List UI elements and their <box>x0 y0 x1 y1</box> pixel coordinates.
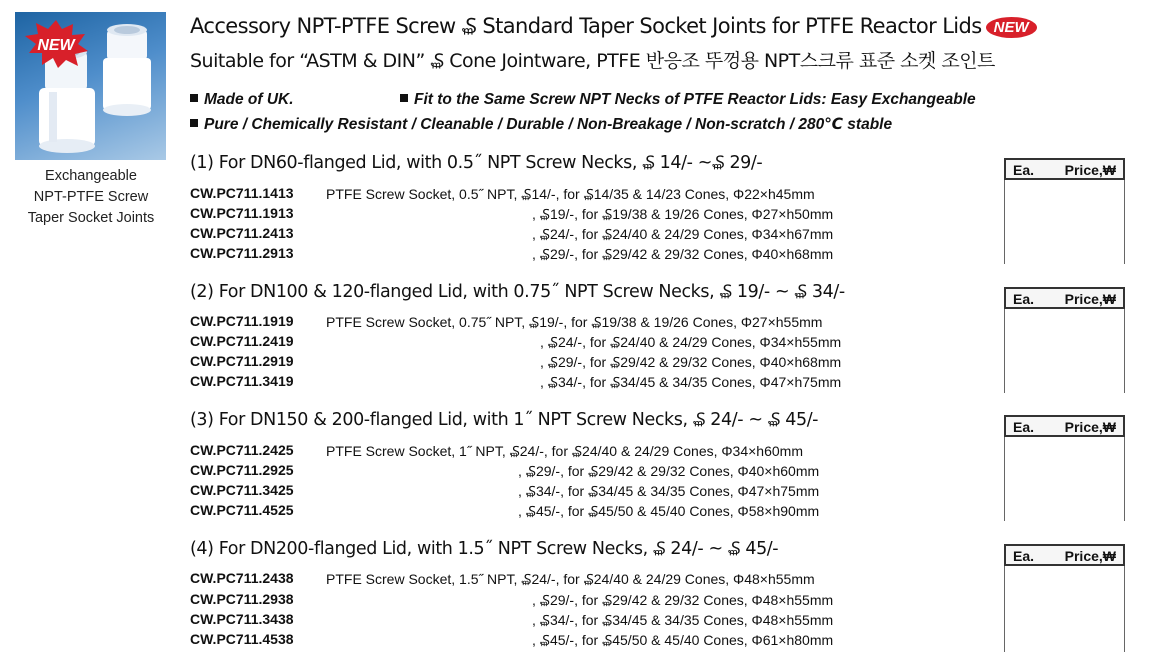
product-desc: , ₷34/-, for ₷34/45 & 34/35 Cones, Φ47×h75mm <box>518 483 820 499</box>
caption-line: Exchangeable <box>45 168 137 184</box>
price-label: Price,₩ <box>1064 419 1116 435</box>
product-desc: , ₷45/-, for ₷45/50 & 45/40 Cones, Φ58×h90mm <box>518 503 820 519</box>
ea-label: Ea. <box>1013 548 1035 564</box>
product-code: CW.PC711.3425 <box>190 482 294 498</box>
page-title-text: Accessory NPT-PTFE Screw ₷ Standard Taper Socket Joints for PTFE Reactor Lids <box>190 14 982 38</box>
product-desc: PTFE Screw Socket, 1˝ NPT, ₷24/-, for ₷24/40 & 24/29 Cones, Φ34×h60mm <box>326 443 803 459</box>
price-column-header <box>1004 415 1125 437</box>
product-desc: PTFE Screw Socket, 0.5˝ NPT, ₷14/-, for ₷14/35 & 14/23 Cones, Φ22×h45mm <box>326 186 815 202</box>
photo-caption <box>10 166 172 229</box>
product-desc: , ₷34/-, for ₷34/45 & 34/35 Cones, Φ47×h75mm <box>540 374 842 390</box>
product-code: CW.PC711.2413 <box>190 225 294 241</box>
feature-text: Pure / Chemically Resistant / Cleanable / Durable / Non-Breakage / Non-scratch / 280℃ stable <box>204 116 893 133</box>
caption-line: NPT-PTFE Screw <box>33 189 149 205</box>
product-code: CW.PC711.3438 <box>190 611 294 627</box>
price-column-divider <box>1004 437 1005 521</box>
price-label: Price,₩ <box>1064 162 1116 178</box>
price-label: Price,₩ <box>1064 548 1116 564</box>
product-code: CW.PC711.2938 <box>190 591 294 607</box>
product-desc: , ₷34/-, for ₷34/45 & 34/35 Cones, Φ48×h55mm <box>532 612 834 628</box>
feature-item <box>190 91 294 109</box>
feature-item <box>400 91 976 109</box>
new-badge-text: NEW <box>37 37 75 54</box>
product-desc: , ₷24/-, for ₷24/40 & 24/29 Cones, Φ34×h67mm <box>532 226 834 242</box>
feature-text: Made of UK. <box>204 91 294 108</box>
product-code: CW.PC711.3419 <box>190 373 294 389</box>
feature-text: Fit to the Same Screw NPT Necks of PTFE Reactor Lids: Easy Exchangeable <box>414 91 976 108</box>
product-code: CW.PC711.2425 <box>190 442 294 458</box>
page-subtitle: Suitable for “ASTM & DIN” ₷ Cone Jointware, PTFE 반응조 뚜껑용 NPT스크류 표준 소켓 조인트 <box>190 50 995 72</box>
price-column-header <box>1004 158 1125 180</box>
section-heading: (4) For DN200-flanged Lid, with 1.5˝ NPT Screw Necks, ₷ 24/- ~ ₷ 45/- <box>190 539 779 559</box>
product-code: CW.PC711.1413 <box>190 185 294 201</box>
product-code: CW.PC711.4538 <box>190 631 294 647</box>
page-title <box>190 12 1037 40</box>
product-desc: PTFE Screw Socket, 1.5˝ NPT, ₷24/-, for ₷24/40 & 24/29 Cones, Φ48×h55mm <box>326 571 815 587</box>
square-bullet-icon <box>400 94 408 102</box>
product-desc: , ₷29/-, for ₷29/42 & 29/32 Cones, Φ48×h55mm <box>532 592 834 608</box>
product-desc: , ₷45/-, for ₷45/50 & 45/40 Cones, Φ61×h80mm <box>532 632 834 648</box>
price-column-divider <box>1124 437 1125 521</box>
product-code: CW.PC711.2919 <box>190 353 294 369</box>
section-heading: (2) For DN100 & 120-flanged Lid, with 0.75˝ NPT Screw Necks, ₷ 19/- ~ ₷ 34/- <box>190 282 845 302</box>
product-desc: , ₷29/-, for ₷29/42 & 29/32 Cones, Φ40×h68mm <box>540 354 842 370</box>
price-column-divider <box>1004 180 1005 264</box>
product-desc: , ₷19/-, for ₷19/38 & 19/26 Cones, Φ27×h50mm <box>532 206 834 222</box>
title-new-badge: NEW <box>986 17 1037 38</box>
price-column-divider <box>1124 566 1125 652</box>
price-column-divider <box>1124 309 1125 393</box>
ea-label: Ea. <box>1013 162 1035 178</box>
product-code: CW.PC711.2913 <box>190 245 294 261</box>
product-desc: , ₷29/-, for ₷29/42 & 29/32 Cones, Φ40×h60mm <box>518 463 820 479</box>
product-desc: , ₷29/-, for ₷29/42 & 29/32 Cones, Φ40×h68mm <box>532 246 834 262</box>
ea-label: Ea. <box>1013 291 1035 307</box>
price-column-divider <box>1004 566 1005 652</box>
product-desc: PTFE Screw Socket, 0.75˝ NPT, ₷19/-, for ₷19/38 & 19/26 Cones, Φ27×h55mm <box>326 314 823 330</box>
feature-item <box>190 115 892 134</box>
product-desc: , ₷24/-, for ₷24/40 & 24/29 Cones, Φ34×h55mm <box>540 334 842 350</box>
price-column-header <box>1004 544 1125 566</box>
price-column-divider <box>1004 309 1005 393</box>
square-bullet-icon <box>190 94 198 102</box>
product-code: CW.PC711.1919 <box>190 313 294 329</box>
product-code: CW.PC711.4525 <box>190 502 294 518</box>
product-code: CW.PC711.2419 <box>190 333 294 349</box>
square-bullet-icon <box>190 119 198 127</box>
product-photo <box>15 12 166 160</box>
section-heading: (1) For DN60-flanged Lid, with 0.5˝ NPT Screw Necks, ₷ 14/- ~₷ 29/- <box>190 153 763 173</box>
price-column-header <box>1004 287 1125 309</box>
ea-label: Ea. <box>1013 419 1035 435</box>
price-column-divider <box>1124 180 1125 264</box>
price-label: Price,₩ <box>1064 291 1116 307</box>
product-code: CW.PC711.2438 <box>190 570 294 586</box>
caption-line: Taper Socket Joints <box>27 210 155 226</box>
new-badge <box>23 20 89 68</box>
section-heading: (3) For DN150 & 200-flanged Lid, with 1˝ NPT Screw Necks, ₷ 24/- ~ ₷ 45/- <box>190 410 819 430</box>
product-code: CW.PC711.2925 <box>190 462 294 478</box>
product-code: CW.PC711.1913 <box>190 205 294 221</box>
